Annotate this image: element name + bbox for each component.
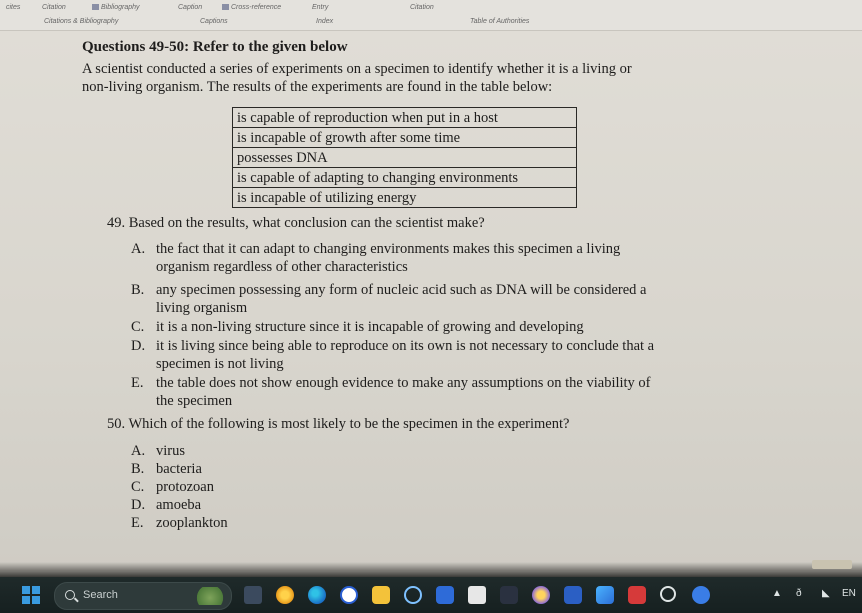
document-page[interactable] (0, 31, 862, 571)
settings-icon[interactable] (692, 586, 710, 604)
taskbar-search[interactable] (54, 582, 232, 610)
q50-option-e-label: E. (131, 515, 144, 531)
chrome-icon[interactable] (340, 586, 358, 604)
table-row: is incapable of utilizing energy (233, 188, 577, 208)
taskbar (0, 577, 862, 613)
start-tile (32, 596, 40, 604)
table-row: is incapable of growth after some time (233, 128, 577, 148)
ribbon-citation-2[interactable]: Citation (410, 4, 434, 11)
q49-option-b-line2: living organism (156, 300, 248, 316)
q49-option-b-line1: any specimen possessing any form of nucleic acid such as DNA will be considered a (156, 282, 647, 298)
start-tile (22, 596, 30, 604)
q49-option-e-label: E. (131, 375, 144, 391)
table-row: is capable of adapting to changing environments (233, 168, 577, 188)
ribbon-group-captions: Captions (200, 18, 228, 25)
paint-icon[interactable] (628, 586, 646, 604)
q50-option-b-text: bacteria (156, 461, 202, 477)
q50-option-b-label: B. (131, 461, 145, 477)
files-icon[interactable] (244, 586, 262, 604)
cross-reference-icon (222, 4, 229, 10)
word-icon[interactable] (564, 586, 582, 604)
q49-option-a-label: A. (131, 241, 146, 257)
start-tile (32, 586, 40, 594)
app-icon[interactable] (500, 586, 518, 604)
q49-option-a-line1: the fact that it can adapt to changing environments makes this specimen a living (156, 241, 621, 257)
intro-line-1: A scientist conducted a series of experiments on a specimen to identify whether it is a living or (82, 61, 632, 77)
q49-option-d-label: D. (131, 338, 146, 354)
table-row: is capable of reproduction when put in a host (233, 108, 577, 128)
search-label: Search (83, 589, 118, 601)
status-indicator (812, 560, 852, 569)
q49-option-e-line1: the table does not show enough evidence to make any assumptions on the viability of (156, 375, 651, 391)
q50-option-a-label: A. (131, 443, 146, 459)
ribbon-entry[interactable]: Entry (312, 4, 329, 11)
search-highlight-icon (195, 587, 225, 605)
q49-option-c-label: C. (131, 319, 145, 335)
q50-option-a-text: virus (156, 443, 185, 459)
screen-bezel-shadow (0, 562, 862, 577)
ribbon (0, 0, 862, 31)
clock-icon[interactable] (660, 586, 676, 602)
ribbon-cites[interactable]: cites (6, 4, 21, 11)
question-50-stem: 50. Which of the following is most likely to be the specimen in the experiment? (107, 416, 570, 432)
ribbon-group-citations: Citations & Bibliography (44, 18, 119, 25)
cortana-icon[interactable] (404, 586, 422, 604)
q49-option-d-line1: it is living since being able to reproduce on its own is not necessary to conclude that a (156, 338, 655, 354)
store-icon[interactable] (436, 586, 454, 604)
start-icon[interactable] (22, 586, 40, 604)
q49-option-a-line2: organism regardless of other characteristics (156, 259, 408, 275)
ribbon-bibliography[interactable]: Bibliography (92, 4, 140, 11)
weather-icon[interactable] (276, 586, 294, 604)
q49-option-d-line2: specimen is not living (156, 356, 284, 372)
calendar-icon[interactable] (468, 586, 486, 604)
table-row: possesses DNA (233, 148, 577, 168)
q50-option-d-text: amoeba (156, 497, 202, 513)
ribbon-caption[interactable]: Caption (178, 4, 203, 11)
network-icon[interactable]: ◣ (822, 588, 830, 599)
ribbon-group-index: Index (316, 18, 334, 25)
q49-option-b-label: B. (131, 282, 145, 298)
bibliography-icon (92, 4, 99, 10)
language-indicator[interactable]: EN (842, 588, 856, 599)
folder-icon[interactable] (372, 586, 390, 604)
q50-option-c-label: C. (131, 479, 145, 495)
chevron-up-icon[interactable]: ▲ (772, 588, 782, 599)
chat-icon[interactable] (596, 586, 614, 604)
q50-option-e-text: zooplankton (156, 515, 228, 531)
search-icon (65, 590, 75, 600)
question-49-stem: 49. Based on the results, what conclusion can the scientist make? (107, 215, 485, 231)
ribbon-group-authorities: Table of Authorities (470, 18, 530, 25)
photos-icon[interactable] (532, 586, 550, 604)
start-tile (22, 586, 30, 594)
results-table (232, 107, 577, 208)
intro-line-2: non-living organism. The results of the experiments are found in the table below: (82, 79, 553, 95)
q49-option-c-line1: it is a non-living structure since it is incapable of growing and developing (156, 319, 584, 335)
ribbon-cross-reference[interactable]: Cross-reference (222, 4, 281, 11)
q49-option-e-line2: the specimen (156, 393, 233, 409)
q50-option-c-text: protozoan (156, 479, 214, 495)
edge-icon[interactable] (308, 586, 326, 604)
q50-option-d-label: D. (131, 497, 146, 513)
ribbon-citation[interactable]: Citation (42, 4, 66, 11)
onedrive-icon[interactable]: ð (796, 588, 802, 599)
section-heading: Questions 49-50: Refer to the given below (82, 39, 348, 55)
